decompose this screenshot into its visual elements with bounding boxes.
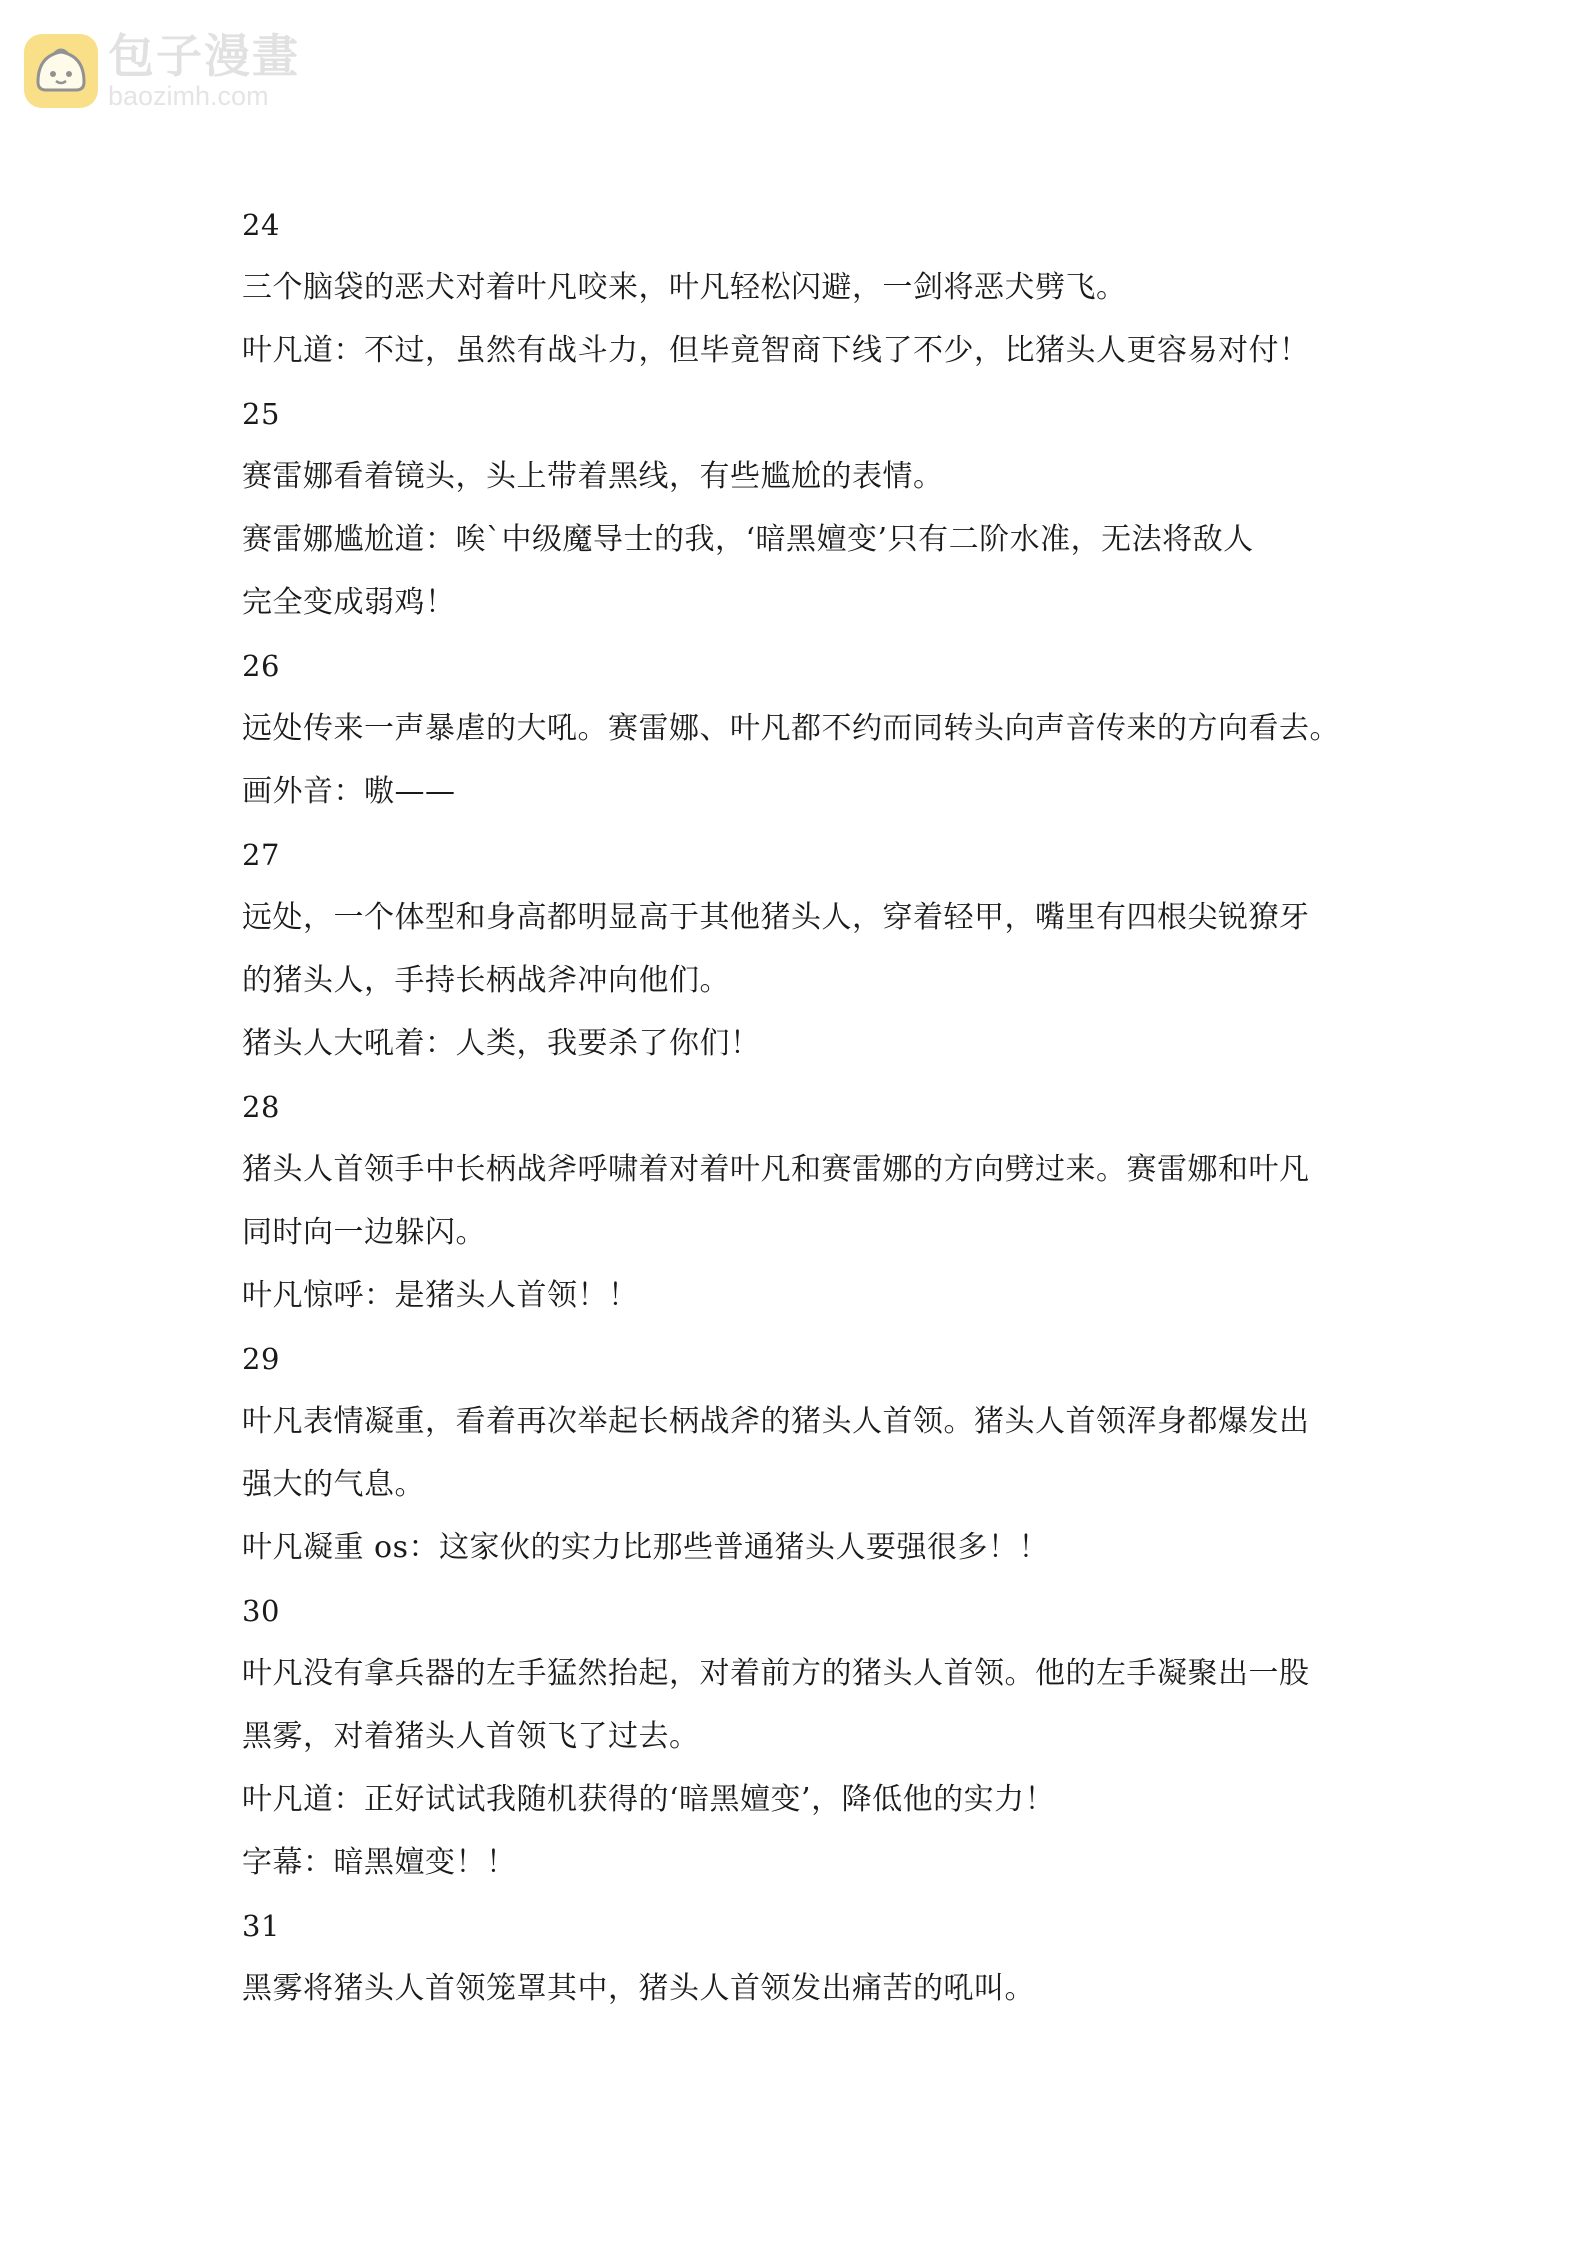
script-line: 叶凡道：正好试试我随机获得的‘暗黑嬗变’，降低他的实力！ [242, 1782, 1056, 1817]
scene-number: 25 [242, 397, 280, 431]
script-line: 赛雷娜看着镜头，头上带着黑线，有些尴尬的表情。 [242, 459, 944, 494]
script-line: 叶凡没有拿兵器的左手猛然抬起，对着前方的猪头人首领。他的左手凝聚出一股 [242, 1656, 1310, 1691]
script-line: 叶凡惊呼：是猪头人首领！！ [242, 1278, 639, 1313]
script-line: 猪头人大吼着：人类，我要杀了你们！ [242, 1026, 761, 1061]
scene-number: 28 [242, 1090, 280, 1124]
script-line: 叶凡凝重 os：这家伙的实力比那些普通猪头人要强很多！！ [242, 1530, 1049, 1565]
bun-logo-icon [22, 32, 100, 110]
script-document [242, 200, 1362, 2027]
script-line: 猪头人首领手中长柄战斧呼啸着对着叶凡和赛雷娜的方向劈过来。赛雷娜和叶凡 [242, 1152, 1310, 1187]
scene-number: 30 [242, 1594, 280, 1628]
watermark-domain: baozimh.com [108, 80, 269, 111]
script-line: 完全变成弱鸡！ [242, 585, 456, 620]
watermark-logo [22, 28, 300, 111]
script-line: 同时向一边躲闪。 [242, 1215, 486, 1250]
script-line: 强大的气息。 [242, 1467, 425, 1502]
scene-number: 27 [242, 838, 280, 872]
scene-number: 31 [242, 1909, 280, 1943]
script-line: 远处传来一声暴虐的大吼。赛雷娜、叶凡都不约而同转头向声音传来的方向看去。 [242, 711, 1340, 746]
script-line: 赛雷娜尴尬道：唉`中级魔导士的我，‘暗黑嬗变’只有二阶水准，无法将敌人 [242, 522, 1254, 557]
scene-number: 24 [242, 208, 280, 242]
script-line: 远处，一个体型和身高都明显高于其他猪头人，穿着轻甲，嘴里有四根尖锐獠牙 [242, 900, 1310, 935]
script-line: 叶凡道：不过，虽然有战斗力，但毕竟智商下线了不少，比猪头人更容易对付！ [242, 333, 1310, 368]
script-line: 黑雾将猪头人首领笼罩其中，猪头人首领发出痛苦的吼叫。 [242, 1971, 1035, 2006]
script-line: 字幕：暗黑嬗变！！ [242, 1845, 517, 1880]
script-line: 的猪头人，手持长柄战斧冲向他们。 [242, 963, 730, 998]
scene-number: 29 [242, 1342, 280, 1376]
scene-number: 26 [242, 649, 280, 683]
script-line: 画外音：嗷—— [242, 774, 456, 809]
script-line: 黑雾，对着猪头人首领飞了过去。 [242, 1719, 700, 1754]
watermark-name: 包子漫畫 [108, 28, 300, 83]
script-line: 叶凡表情凝重，看着再次举起长柄战斧的猪头人首领。猪头人首领浑身都爆发出 [242, 1404, 1310, 1439]
script-line: 三个脑袋的恶犬对着叶凡咬来，叶凡轻松闪避，一剑将恶犬劈飞。 [242, 270, 1127, 305]
